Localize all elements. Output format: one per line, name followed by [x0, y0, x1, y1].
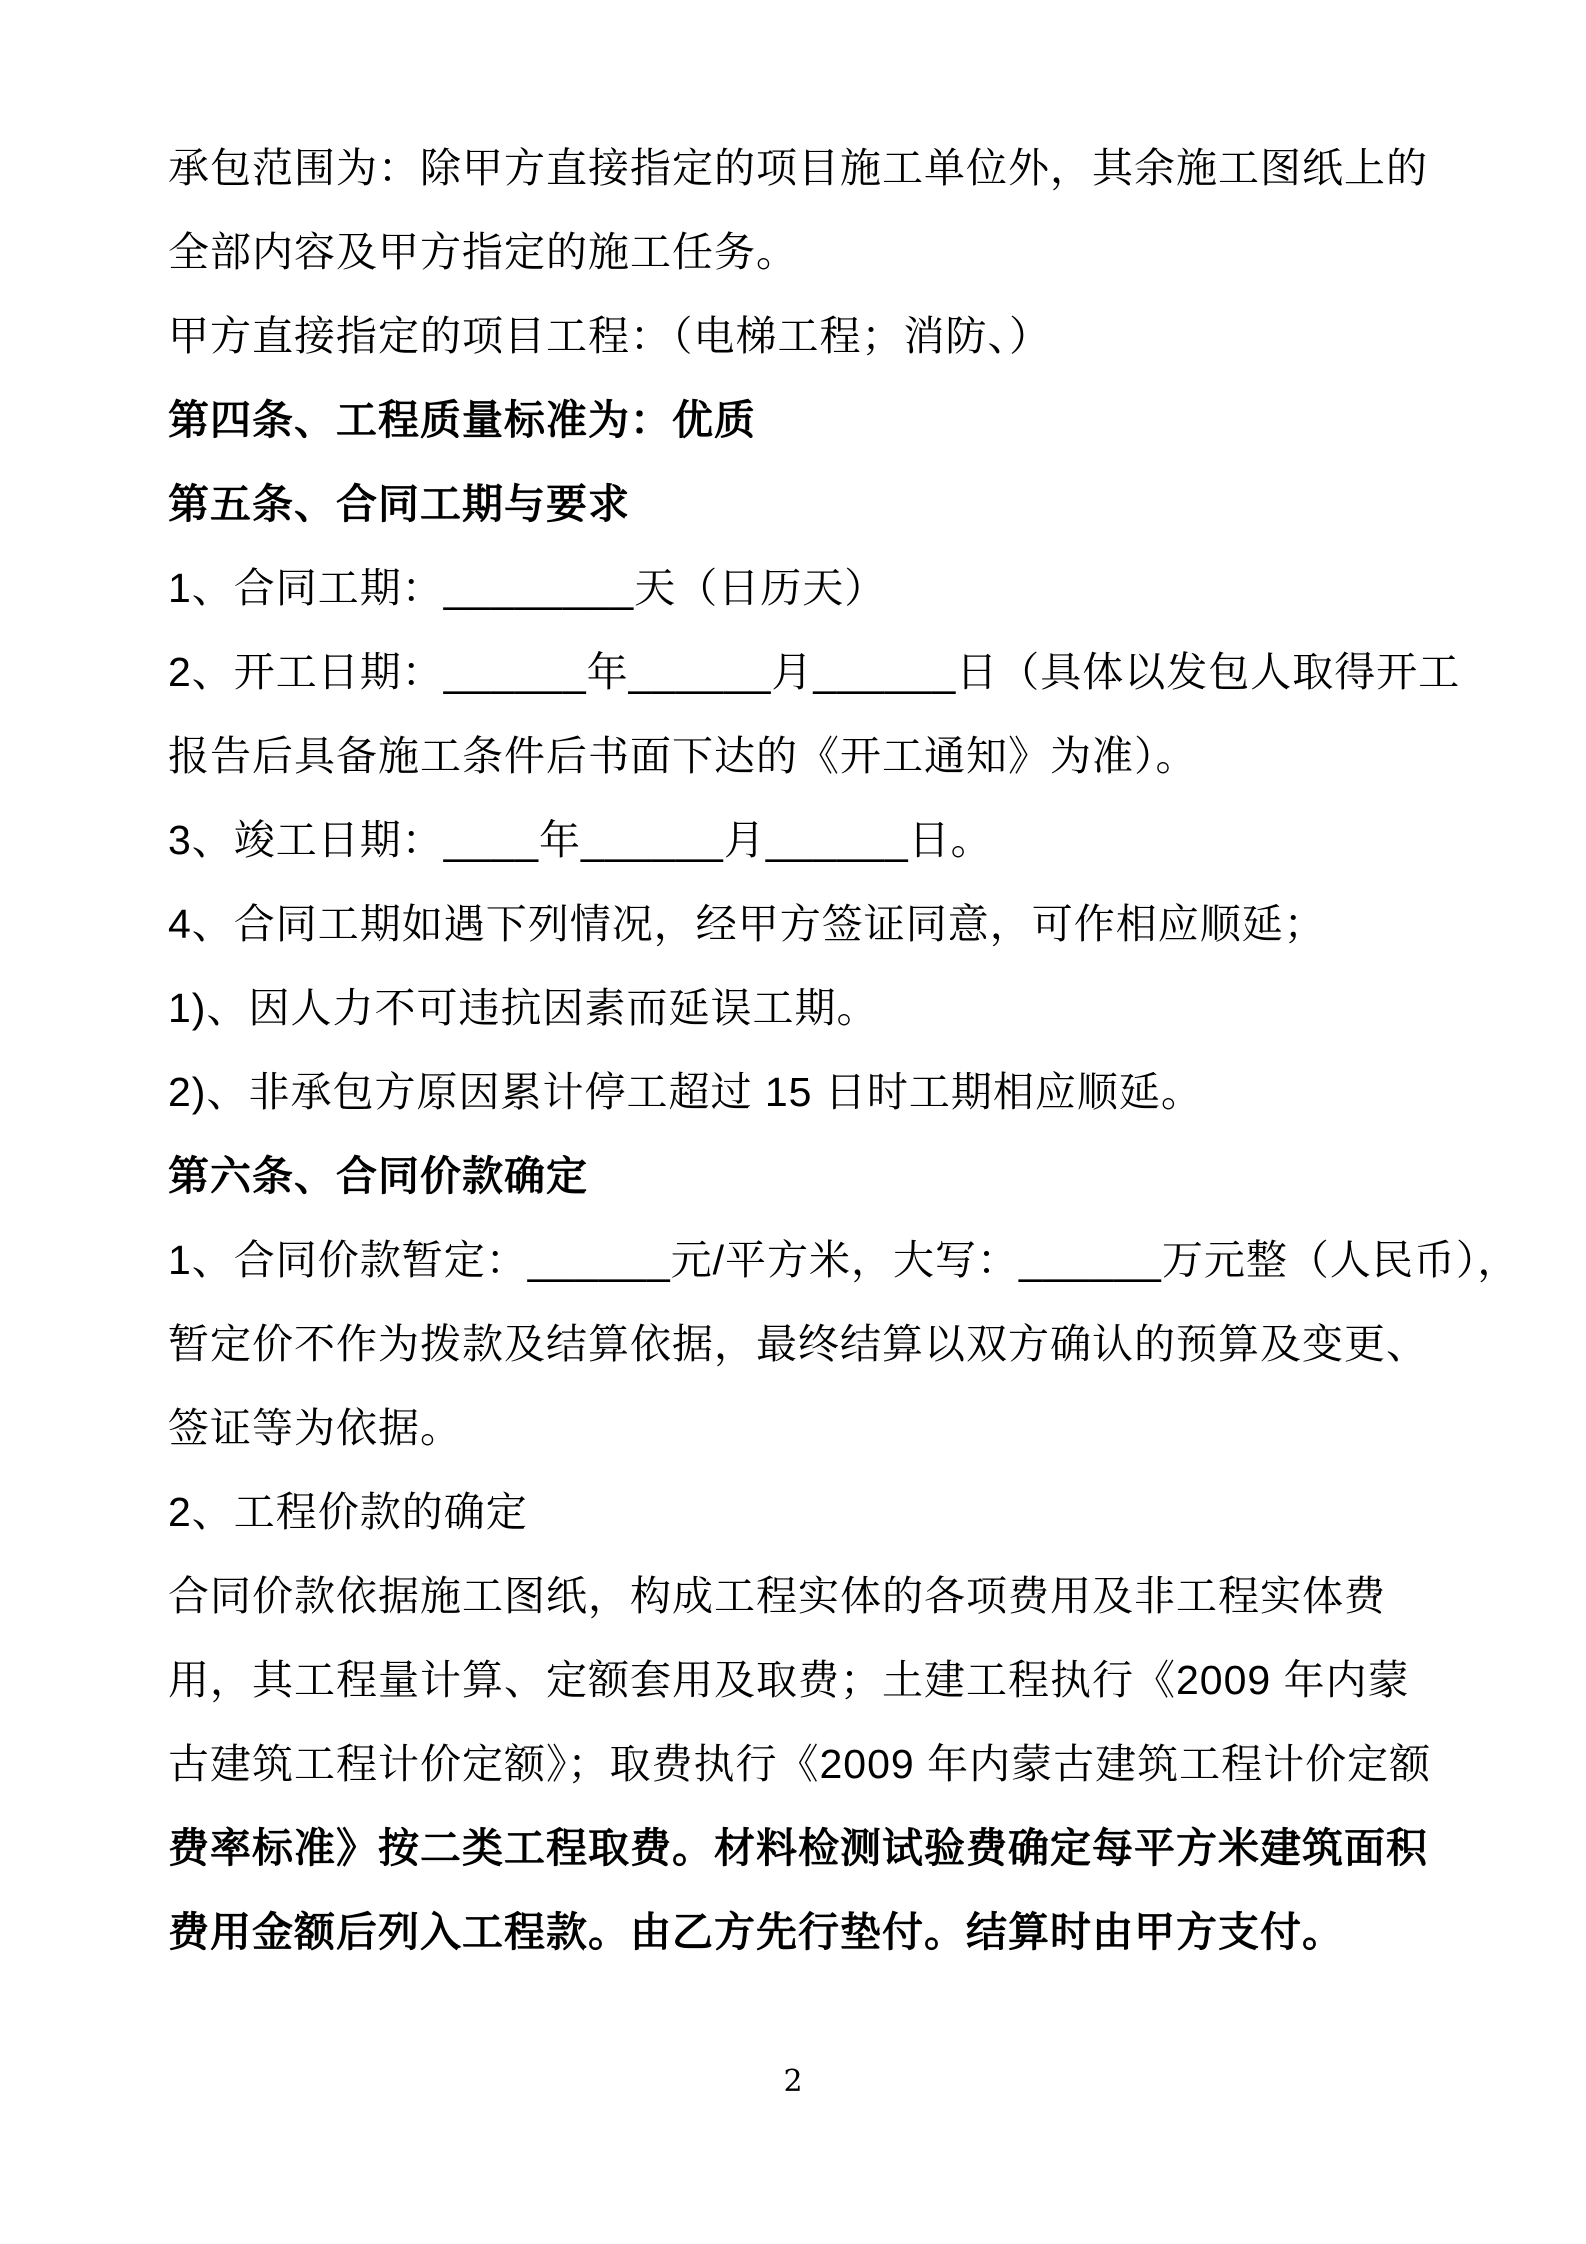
- subitem-non-contractor-delay: 2)、非承包方原因累计停工超过 15 日时工期相应顺延。: [168, 1069, 1203, 1115]
- para-price-basis-line-5: 费用金额后列入工程款。由乙方先行垫付。结算时由甲方支付。: [168, 1909, 1344, 1955]
- item-duration-extension: 4、合同工期如遇下列情况，经甲方签证同意，可作相应顺延；: [168, 901, 1326, 947]
- item-provisional-price-line-1: 1、合同价款暂定：______元/平方米，大写：______万元整（人民币），: [168, 1237, 1520, 1283]
- para-price-basis-line-3: 古建筑工程计价定额》；取费执行《2009 年内蒙古建筑工程计价定额: [168, 1741, 1432, 1787]
- heading-article-5-duration: 第五条、合同工期与要求: [168, 481, 630, 527]
- owner-designated-projects: 甲方直接指定的项目工程：（电梯工程；消防、）: [168, 313, 1051, 359]
- item-start-date-line-2: 报告后具备施工条件后书面下达的《开工通知》为准）。: [168, 733, 1198, 779]
- heading-article-6-price: 第六条、合同价款确定: [168, 1153, 588, 1199]
- page-number: 2: [783, 2064, 803, 2099]
- heading-article-4-quality: 第四条、工程质量标准为：优质: [168, 397, 756, 443]
- item-contract-duration: 1、合同工期：________天（日历天）: [168, 565, 887, 611]
- item-provisional-price-line-3: 签证等为依据。: [168, 1405, 462, 1451]
- contract-scope-line-1: 承包范围为：除甲方直接指定的项目施工单位外，其余施工图纸上的: [168, 145, 1428, 191]
- contract-scope-line-2: 全部内容及甲方指定的施工任务。: [168, 229, 798, 275]
- item-provisional-price-line-2: 暂定价不作为拨款及结算依据，最终结算以双方确认的预算及变更、: [168, 1321, 1428, 1367]
- para-price-basis-line-4: 费率标准》按二类工程取费。材料检测试验费确定每平方米建筑面积: [168, 1825, 1428, 1871]
- item-price-determination: 2、工程价款的确定: [168, 1489, 528, 1535]
- item-completion-date: 3、竣工日期：____年______月______日。: [168, 817, 993, 863]
- para-price-basis-line-1: 合同价款依据施工图纸，构成工程实体的各项费用及非工程实体费: [168, 1573, 1386, 1619]
- subitem-force-majeure: 1)、因人力不可违抗因素而延误工期。: [168, 985, 879, 1031]
- item-start-date-line-1: 2、开工日期：______年______月______日（具体以发包人取得开工: [168, 649, 1461, 695]
- para-price-basis-line-2: 用，其工程量计算、定额套用及取费；土建工程执行《2009 年内蒙: [168, 1657, 1410, 1703]
